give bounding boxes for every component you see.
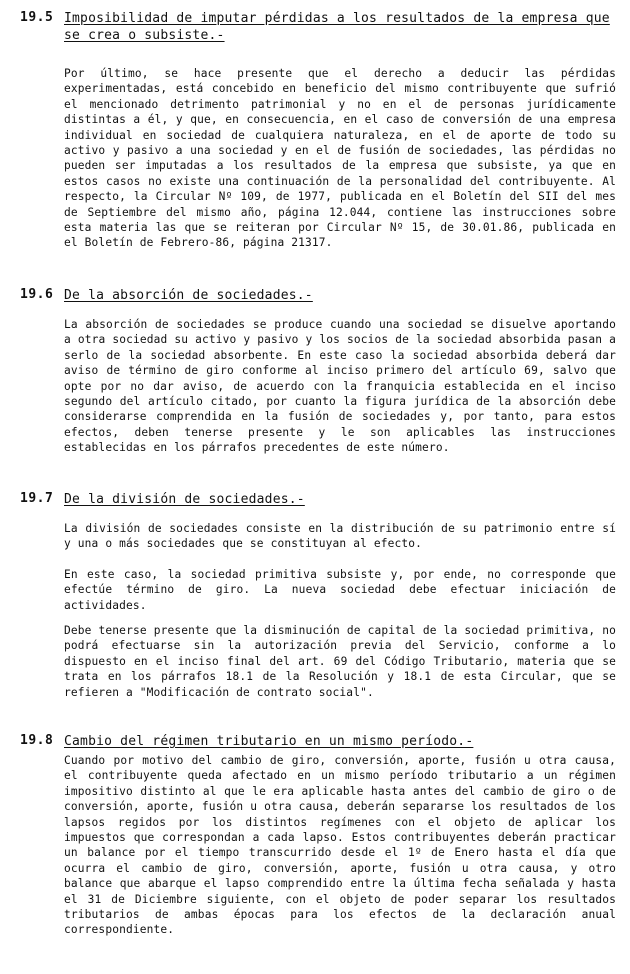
section-number: 19.7 (20, 491, 54, 506)
paragraph: Por último, se hace presente que el derecho a deducir las pérdidas experimentadas, está concebido en beneficio del mismo contribuyente que sufrió el mencionado detrimento patrimonial y no en el de personas jurídicamente distintas a él, y que, en consecuencia, en el caso de conversión de una empresa individual en sociedad de cualquiera naturaleza, en el de aporte de todo su activo y pasivo a una sociedad y en el de fusión de sociedades, las pérdidas no pueden ser imputadas a los resultados de la empresa que subsiste, ya que en estos casos no existe una continuación de la personalidad del contribuyente. Al respecto, la Circular Nº 109, de 1977, publicada en el Boletín del SII del mes de Septiembre del mismo año, página 12.044, contiene las instrucciones sobre esta materia las que se reiteran por Circular Nº 15, de 30.01.86, publicada en el Boletín de Febrero-86, página 21317. (64, 67, 616, 250)
section-heading: Imposibilidad de imputar pérdidas a los resultados de la empresa que se crea o subsiste.- (64, 11, 610, 43)
section-heading: De la división de sociedades.- (64, 492, 305, 507)
section-number: 19.5 (20, 10, 54, 25)
paragraph: La división de sociedades consiste en la distribución de su patrimonio entre sí y una o más sociedades que se constituyan al efecto. (64, 522, 616, 551)
section-heading: De la absorción de sociedades.- (64, 288, 313, 303)
paragraph: En este caso, la sociedad primitiva subsiste y, por ende, no corresponde que efectúe término de giro. La nueva sociedad debe efectuar iniciación de actividades. (64, 568, 616, 612)
paragraph: La absorción de sociedades se produce cuando una sociedad se disuelve aportando a otra sociedad su activo y pasivo y los socios de la sociedad absorbida pasan a serlo de la sociedad absorbente. En este caso la sociedad absorbida deberá dar aviso de término de giro conforme al inciso primero del artículo 69, salvo que opte por no dar aviso, de acuerdo con la franquicia establecida en el inciso segundo del artículo citado, por cuanto la figura jurídica de la absorción debe considerarse comprendida en la fusión de sociedades y, por tanto, para estos efectos, deben tenerse presente y le son aplicables las instrucciones establecidas en los párrafos precedentes de este número. (64, 318, 616, 455)
section-number: 19.6 (20, 287, 54, 302)
section-heading: Cambio del régimen tributario en un mismo período.- (64, 734, 474, 749)
paragraph: Debe tenerse presente que la disminución de capital de la sociedad primitiva, no podrá efectuarse sin la autorización previa del Servicio, conforme a lo dispuesto en el inciso final del art. 69 del Código Tributario, materia que se trata en los párrafos 18.1 de la Resolución y 18.1 de esta Circular, que se refieren a "Modificación de contrato social". (64, 624, 616, 699)
section-number: 19.8 (20, 733, 54, 748)
paragraph: Cuando por motivo del cambio de giro, conversión, aporte, fusión u otra causa, el contribuyente queda afectado en un mismo período tributario a un régimen impositivo distinto al que le era aplicable hasta antes del cambio de giro o de conversión, aporte, fusión u otra causa, deberán separarse los resultados de los lapsos regidos por los distintos regímenes con el objeto de aplicar los impuestos que correspondan a cada lapso. Estos contribuyentes deberán practicar un balance por el tiempo transcurrido desde el 1º de Enero hasta el día que ocurra el cambio de giro, conversión, aporte, fusión u otra causa, y otro balance que abarque el lapso comprendido entre la última fecha señalada y hasta el 31 de Diciembre siguiente, con el objeto de poder separar los resultados tributarios de ambas épocas para los efectos de la declaración anual correspondiente. (64, 754, 616, 937)
